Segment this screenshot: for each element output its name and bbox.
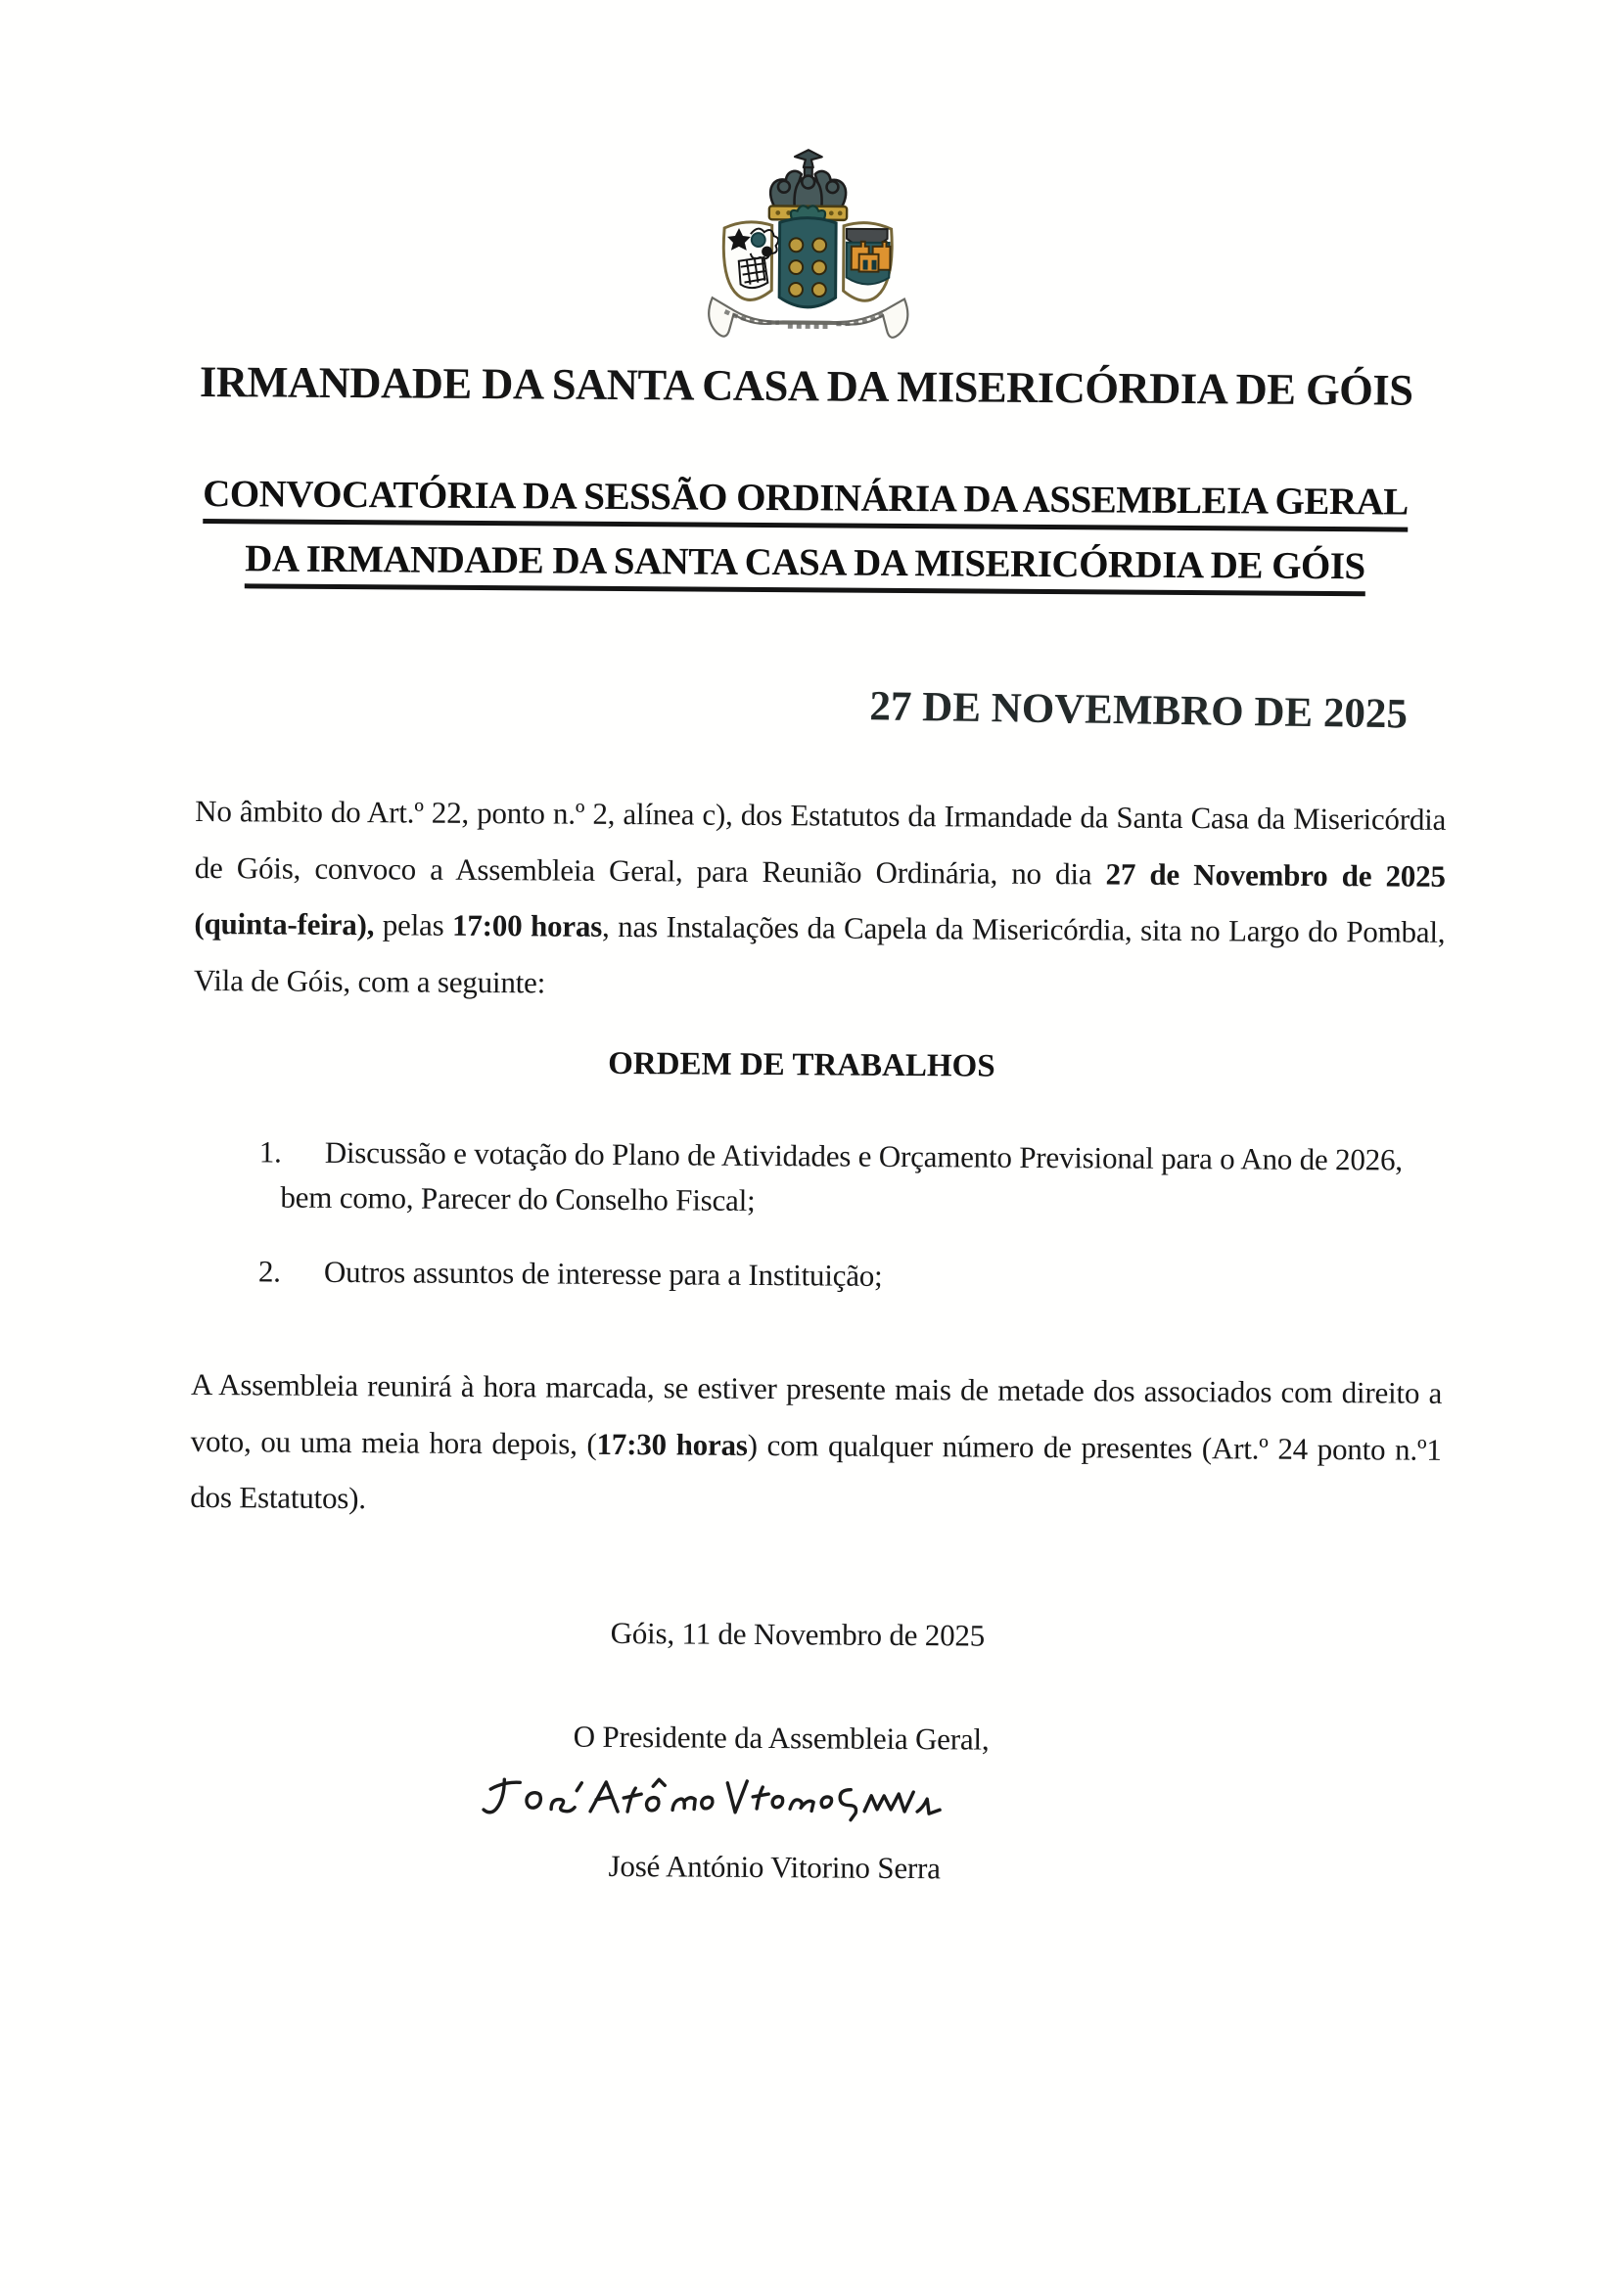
agenda-item-2-text: Outros assuntos de interesse para a Instituição;: [323, 1254, 883, 1293]
place-date-line: Góis, 11 de Novembro de 2025: [610, 1615, 986, 1653]
paragraph-convocation: No âmbito do Art.º 22, ponto n.º 2, alínea c), dos Estatutos da Irmandade da Santa Casa da Misericórdia de Góis, convoco a Assembleia Geral, para Reunião Ordinária, no dia 27 de Novembro de 2025 (quinta-feira), pelas 17:00 horas, nas Instalações da Capela da Misericórdia, sita no Largo do Pombal, Vila de Góis, com a seguinte:: [193, 793, 1447, 999]
agenda-item-1-text: Discussão e votação do Plano de Atividades e Orçamento Previsional para o Ano de 2026, bem como, Parecer do Conselho Fiscal;: [280, 1134, 1403, 1217]
agenda-title: ORDEM DE TRABALHOS: [608, 1045, 995, 1084]
signatory-name: José António Vitorino Serra: [608, 1848, 941, 1886]
paragraph-quorum: A Assembleia reunirá à hora marcada, se estiver presente mais de metade dos associados com direito a voto, ou uma meia hora depois, (17:30 horas) com qualquer número de presentes (Art.º 24 ponto n.º1 dos Estatutos).: [190, 1366, 1443, 1516]
agenda-list: [192, 1129, 1418, 1332]
agenda-item-1-number: 1.: [258, 1134, 282, 1170]
signatory-role: O Presidente da Assembleia Geral,: [573, 1719, 990, 1757]
agenda-item-2: [192, 1249, 1417, 1303]
coat-of-arms-icon: [695, 145, 920, 364]
agenda-item-1: [192, 1129, 1418, 1228]
signature-handwriting-icon: [475, 1766, 964, 1831]
agenda-item-2-number: 2.: [257, 1254, 281, 1289]
convocation-heading-line-2: DA IRMANDADE DA SANTA CASA DA MISERICÓRDIA DE GÓIS: [245, 536, 1365, 596]
convocation-heading: [0, 471, 1615, 612]
convocation-heading-line-1: CONVOCATÓRIA DA SESSÃO ORDINÁRIA DA ASSEMBLEIA GERAL: [203, 472, 1409, 532]
session-date: 27 DE NOVEMBRO DE 2025: [869, 683, 1409, 738]
organization-title: IRMANDADE DA SANTA CASA DA MISERICÓRDIA DE GÓIS: [199, 356, 1413, 415]
